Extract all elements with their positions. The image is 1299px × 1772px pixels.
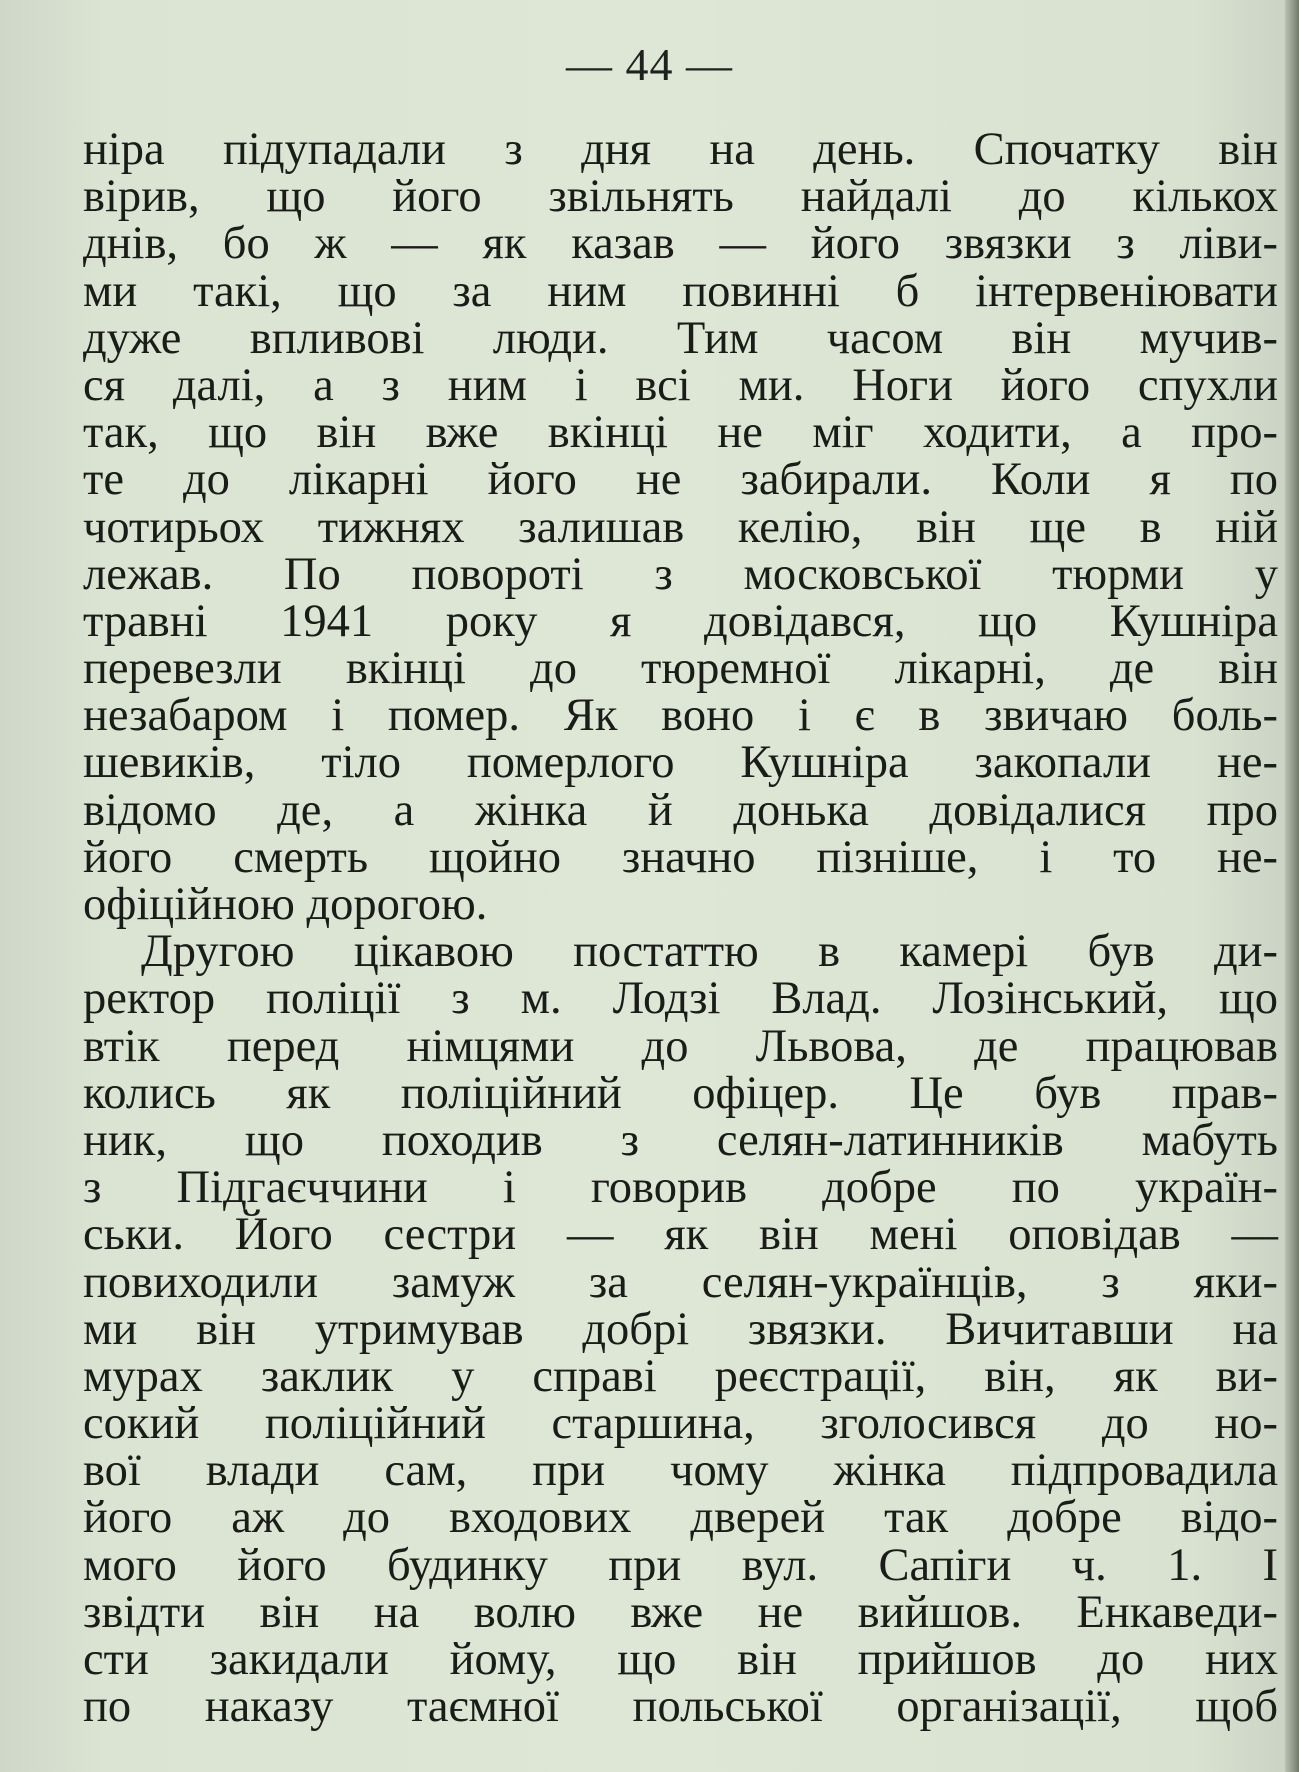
text-line: ніра підупадали з дня на день. Спочатку він <box>83 124 1278 175</box>
text-line: те до лікарні його не забирали. Коли я по <box>83 454 1278 506</box>
text-line: вірив, що його звільнять найдалі до кількох <box>83 171 1278 223</box>
text-line: так, що він вже вкінці не міг ходити, а про- <box>83 407 1278 459</box>
body-text <box>83 124 1278 1733</box>
text-line: шевиків, тіло померлого Кушніра закопали не- <box>83 737 1278 789</box>
text-line: перевезли вкінці до тюремної лікарні, де він <box>83 643 1278 695</box>
text-line: ми він утримував добрі звязки. Вичитавши на <box>83 1303 1278 1355</box>
text-line: чотирьох тижнях залишав келію, він ще в ній <box>83 501 1278 553</box>
text-line: його аж до входових дверей так добре відо- <box>83 1492 1278 1544</box>
text-line: по наказу таємної польської організації, щоб <box>83 1681 1278 1733</box>
text-line: сти закидали йому, що він прийшов до них <box>83 1634 1278 1685</box>
text-line: ник, що походив з селян-латинників мабуть <box>83 1114 1278 1166</box>
text-line: втік перед німцями до Львова, де працював <box>83 1020 1278 1072</box>
text-line: ськи. Його сестри — як він мені оповідав — <box>83 1209 1278 1261</box>
text-line: сокий поліційний старшина, зголосився до но- <box>83 1398 1278 1450</box>
text-line: повиходили замуж за селян-українців, з яки- <box>83 1256 1278 1308</box>
text-line: Другою цікавою постаттю в камері був ди- <box>141 926 1278 978</box>
text-line: його смерть щойно значно пізніше, і то не- <box>83 831 1278 883</box>
text-line: незабаром і помер. Як воно і є в звичаю боль- <box>83 690 1278 742</box>
text-line: офіційною дорогою. <box>83 879 488 930</box>
paragraph <box>83 926 1278 1733</box>
text-line: мого його будинку при вул. Сапіги ч. 1. І <box>83 1539 1278 1591</box>
text-line: відомо де, а жінка й донька довідалися про <box>83 784 1278 836</box>
paragraph <box>83 126 1278 928</box>
text-line: колись як поліційний офіцер. Це був прав- <box>83 1067 1278 1119</box>
text-line: травні 1941 року я довідався, що Кушніра <box>83 595 1278 647</box>
text-line: лежав. По повороті з московської тюрми у <box>83 548 1278 600</box>
text-line: ми такі, що за ним повинні б інтервеніювати <box>83 265 1278 317</box>
text-line: звідти він на волю вже не вийшов. Енкаведи- <box>83 1586 1278 1638</box>
text-line: днів, бо ж — як казав — його звязки з ліви- <box>83 218 1278 270</box>
text-line: з Підгаєччини і говорив добре по україн- <box>83 1162 1278 1214</box>
page-number: — 44 — <box>566 39 733 90</box>
text-line: мурах заклик у справі реєстрації, він, як ви- <box>83 1350 1278 1402</box>
text-line: ся далі, а з ним і всі ми. Ноги його спухли <box>83 359 1278 411</box>
text-line: вої влади сам, при чому жінка підпровадила <box>83 1445 1278 1497</box>
text-line: дуже впливові люди. Тим часом він мучив- <box>83 312 1278 364</box>
page-edge-shadow <box>1285 0 1299 1772</box>
text-line: ректор поліції з м. Лодзі Влад. Лозінський, що <box>83 973 1278 1025</box>
